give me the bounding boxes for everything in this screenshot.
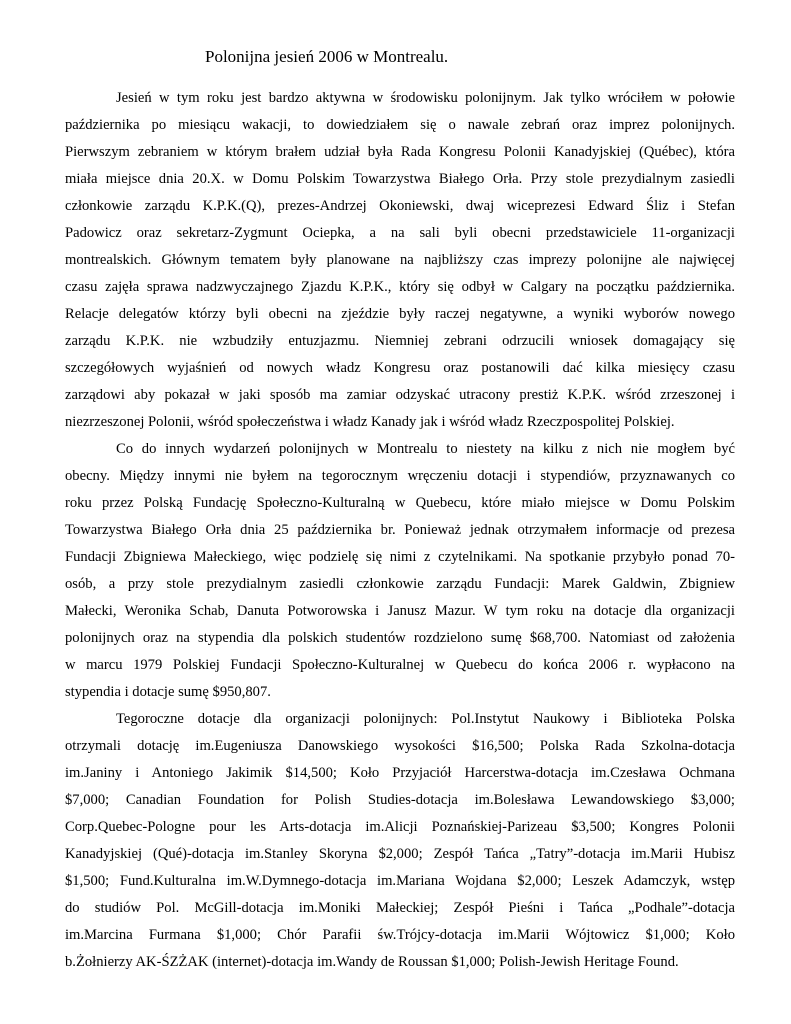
text-line: Fundacji Zbigniewa Małeckiego, więc podzielę się nimi z czytelnikami. Na spotkanie przybyło ponad 70- — [65, 549, 735, 565]
paragraph — [65, 706, 735, 976]
text-line: niezrzeszonej Polonii, wśród społeczeństwa i władz Kanady jak i wśród władz Rzeczpospolitej Polskiej. — [65, 414, 675, 430]
text-line: $7,000; Canadian Foundation for Polish Studies-dotacja im.Bolesława Lewandowskiego $3,000; — [65, 792, 735, 808]
text-line: Padowicz oraz sekretarz-Zygmunt Ociepka, a na sali byli obecni przedstawiciele 11-organizacji — [65, 225, 735, 241]
text-line: Jesień w tym roku jest bardzo aktywna w środowisku polonijnym. Jak tylko wróciłem w połowie — [116, 90, 735, 106]
text-line: im.Janiny i Antoniego Jakimik $14,500; Koło Przyjaciół Harcerstwa-dotacja im.Czesława Ochmana — [65, 765, 735, 781]
text-line: miała miejsce dnia 20.X. w Domu Polskim Towarzystwa Białego Orła. Przy stole prezydialnym zasiedli — [65, 171, 735, 187]
text-line: stypendia i dotacje sumę $950,807. — [65, 684, 271, 700]
text-line: Corp.Quebec-Pologne pour les Arts-dotacja im.Alicji Poznańskiej-Parizeau $3,500; Kongres Polonii — [65, 819, 735, 835]
document-body — [65, 85, 735, 976]
text-line: Tegoroczne dotacje dla organizacji polonijnych: Pol.Instytut Naukowy i Biblioteka Polska — [116, 711, 735, 727]
text-line: obecny. Między innymi nie byłem na tegorocznym wręczeniu dotacji i stypendiów, przyznawanych co — [65, 468, 735, 484]
text-line: Pierwszym zebraniem w którym brałem udział była Rada Kongresu Polonii Kanadyjskiej (Québec), która — [65, 144, 735, 160]
document-title: Polonijna jesień 2006 w Montrealu. — [205, 47, 449, 66]
text-line: szczegółowych wyjaśnień od nowych władz Kongresu oraz postanowili dać kilka miesięcy czasu — [65, 360, 735, 376]
text-line: montrealskich. Głównym tematem były planowane na najbliższy czas imprezy polonijne ale najwięcej — [65, 252, 735, 268]
text-line: października po miesiącu wakacji, to dowiedziałem się o nawale zebrań oraz imprez polonijnych. — [65, 117, 735, 133]
text-line: Relacje delegatów którzy byli obecni na zjeździe były raczej negatywne, a wyniki wyborów nowego — [65, 306, 735, 322]
text-line: członkowie zarządu K.P.K.(Q), prezes-Andrzej Okoniewski, dwaj wiceprezesi Edward Śliz i Stefan — [65, 198, 735, 214]
text-line: $1,500; Fund.Kulturalna im.W.Dymnego-dotacja im.Mariana Wojdana $2,000; Leszek Adamczyk, wstęp — [65, 873, 735, 889]
text-line: Towarzystwa Białego Orła dnia 25 października br. Ponieważ jednak otrzymałem informacje od prezesa — [65, 522, 735, 538]
text-line: osób, a przy stole prezydialnym zasiedli członkowie zarządu Fundacji: Marek Galdwin, Zbigniew — [65, 576, 735, 592]
paragraph — [65, 436, 735, 706]
text-line: b.Żołnierzy AK-ŚZŻAK (internet)-dotacja im.Wandy de Roussan $1,000; Polish-Jewish Heritage Found. — [65, 954, 679, 970]
text-line: do studiów Pol. McGill-dotacja im.Moniki Małeckiej; Zespół Pieśni i Tańca „Podhale”-dotacja — [65, 900, 735, 916]
text-line: im.Marcina Furmana $1,000; Chór Parafii św.Trójcy-dotacja im.Marii Wójtowicz $1,000; Koło — [65, 927, 735, 943]
text-line: polonijnych oraz na stypendia dla polskich studentów rozdzielono sumę $68,700. Natomiast od założenia — [65, 630, 735, 646]
text-line: Kanadyjskiej (Qué)-dotacja im.Stanley Skoryna $2,000; Zespół Tańca „Tatry”-dotacja im.Marii Hubisz — [65, 846, 735, 862]
paragraph — [65, 85, 735, 436]
text-line: otrzymali dotację im.Eugeniusza Danowskiego wysokości $16,500; Polska Rada Szkolna-dotacja — [65, 738, 735, 754]
text-line: zarządowi aby pokazał w jaki sposób ma zamiar odzyskać utracony prestiż K.P.K. wśród zrzeszonej i — [65, 387, 735, 403]
text-line: zarządu K.P.K. nie wzbudziły entuzjazmu. Niemniej zebrani odrzucili wniosek domagający się — [65, 333, 735, 349]
text-line: Co do innych wydarzeń polonijnych w Montrealu to niestety na kilku z nich nie mogłem być — [116, 441, 735, 457]
text-line: czasu zajęła sprawa nadzwyczajnego Zjazdu K.P.K., który się odbył w Calgary na początku października. — [65, 279, 735, 295]
text-line: roku przez Polską Fundację Społeczno-Kulturalną w Quebecu, które miało miejsce w Domu Polskim — [65, 495, 735, 511]
text-line: w marcu 1979 Polskiej Fundacji Społeczno-Kulturalnej w Quebecu do końca 2006 r. wypłacono na — [65, 657, 735, 673]
text-line: Małecki, Weronika Schab, Danuta Potworowska i Janusz Mazur. W tym roku na dotacje dla organizacji — [65, 603, 735, 619]
